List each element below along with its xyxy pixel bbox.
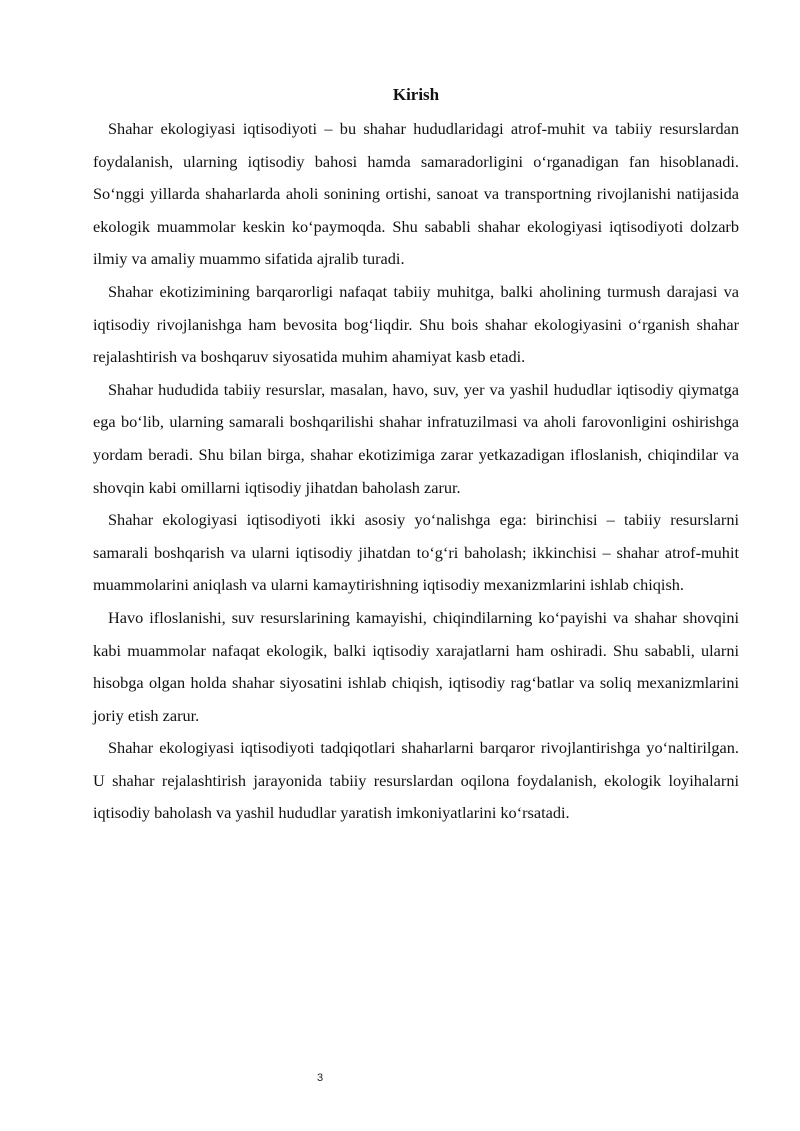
paragraph-5: Havo ifloslanishi, suv resurslarining kamayishi, chiqindilarning ko‘payishi va shahar shovqini kabi muammolar nafaqat ekologik, balki iqtisodiy xarajatlarni ham oshiradi. Shu sababli, ularni hisobga olgan holda shahar siyosatini ishlab chiqish, iqtisodiy rag‘batlar va soliq mexanizmlarini joriy etish zarur. [93, 607, 739, 725]
paragraph-1: Shahar ekologiyasi iqtisodiyoti – bu shahar hududlaridagi atrof-muhit va tabiiy resurslardan foydalanish, ularning iqtisodiy bahosi hamda samaradorligini o‘rganadigan fan hisoblanadi. So‘nggi yillarda shaharlarda aholi sonining ortishi, sanoat va transportning rivojlanishi natijasida ekologik muammolar keskin ko‘paymoqda. Shu sababli shahar ekologiyasi iqtisodiyoti dolzarb ilmiy va amaliy muammo sifatida ajralib turadi. [93, 119, 739, 269]
body-text [93, 113, 739, 830]
paragraph-4: Shahar ekologiyasi iqtisodiyoti ikki asosiy yo‘nalishga ega: birinchisi – tabiiy resurslarni samarali boshqarish va ularni iqtisodiy jihatdan to‘g‘ri baholash; ikkinchisi – shahar atrof-muhit muammolarini aniqlash va ularni kamaytirishning iqtisodiy mexanizmlarini ishlab chiqish. [93, 510, 739, 595]
paragraph-3: Shahar hududida tabiiy resurslar, masalan, havo, suv, yer va yashil hududlar iqtisodiy qiymatga ega bo‘lib, ularning samarali boshqarilishi shahar infratuzilmasi va aholi farovonligini oshirishga yordam beradi. Shu bilan birga, shahar ekotizimiga zarar yetkazadigan ifloslanish, chiqindilar va shovqin kabi omillarni iqtisodiy jihatdan baholash zarur. [93, 379, 739, 497]
page-number: 3 [316, 1072, 324, 1084]
paragraph-2: Shahar ekotizimining barqarorligi nafaqat tabiiy muhitga, balki aholining turmush darajasi va iqtisodiy rivojlanishga ham bevosita bog‘liqdir. Shu bois shahar ekologiyasini o‘rganish shahar rejalashtirish va boshqaruv siyosatida muhim ahamiyat kasb etadi. [93, 281, 739, 367]
paragraph-6: Shahar ekologiyasi iqtisodiyoti tadqiqotlari shaharlarni barqaror rivojlantirishga yo‘naltirilgan. U shahar rejalashtirish jarayonida tabiiy resurslardan oqilona foydalanish, ekologik loyihalarni iqtisodiy baholash va yashil hududlar yaratish imkoniyatlarini ko‘rsatadi. [93, 738, 739, 823]
page-title: Kirish [392, 85, 440, 104]
